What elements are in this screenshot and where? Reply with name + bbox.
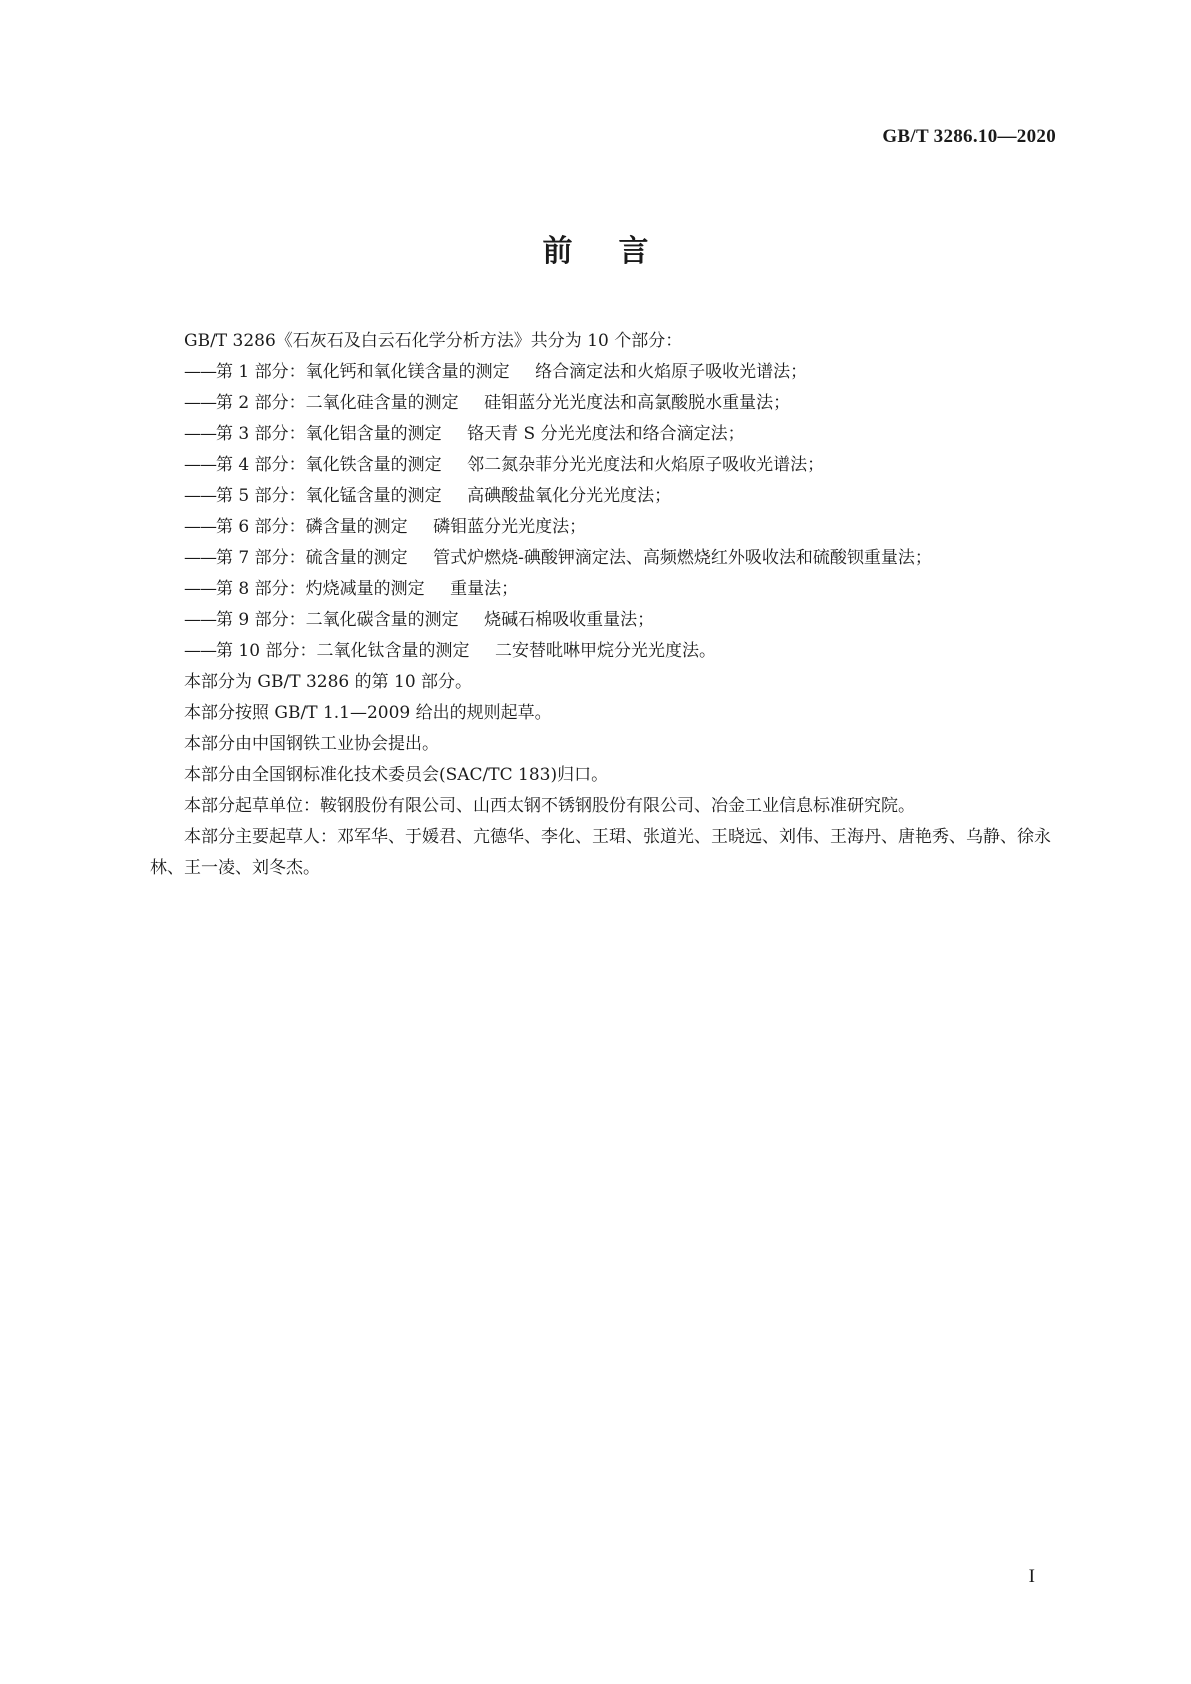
standard-code: GB/T 3286.10—2020 (882, 126, 1056, 147)
managed-by-statement: 本部分由全国钢标准化技术委员会(SAC/TC 183)归口。 (184, 765, 609, 785)
list-item: ——第 1 部分：氧化钙和氧化镁含量的测定 络合滴定法和火焰原子吸收光谱法； (184, 362, 808, 382)
part-of-statement: 本部分为 GB/T 3286 的第 10 部分。 (184, 672, 473, 692)
drafting-units-statement: 本部分起草单位：鞍钢股份有限公司、山西太钢不锈钢股份有限公司、冶金工业信息标准研究院。 (184, 796, 915, 816)
foreword-body (150, 326, 1065, 884)
drafting-rules-statement: 本部分按照 GB/T 1.1—2009 给出的规则起草。 (184, 703, 552, 723)
parts-list (150, 357, 1065, 667)
list-item: ——第 8 部分：灼烧减量的测定 重量法； (184, 579, 519, 599)
list-item: ——第 9 部分：二氧化碳含量的测定 烧碱石棉吸收重量法； (184, 610, 655, 630)
intro-paragraph: GB/T 3286《石灰石及白云石化学分析方法》共分为 10 个部分： (184, 331, 683, 351)
proposed-by-statement: 本部分由中国钢铁工业协会提出。 (184, 734, 439, 754)
list-item: ——第 2 部分：二氧化硅含量的测定 硅钼蓝分光光度法和高氯酸脱水重量法； (184, 393, 791, 413)
page-title: 前言 (542, 234, 695, 269)
list-item: ——第 4 部分：氧化铁含量的测定 邻二氮杂菲分光光度法和火焰原子吸收光谱法； (184, 455, 825, 475)
page-number: I (1028, 1566, 1035, 1587)
list-item: ——第 5 部分：氧化锰含量的测定 高碘酸盐氧化分光光度法； (184, 486, 672, 506)
list-item: ——第 7 部分：硫含量的测定 管式炉燃烧-碘酸钾滴定法、高频燃烧红外吸收法和硫酸钡重量法； (184, 548, 932, 568)
list-item: ——第 6 部分：磷含量的测定 磷钼蓝分光光度法； (184, 517, 587, 537)
list-item: ——第 3 部分：氧化铝含量的测定 铬天青 S 分光光度法和络合滴定法； (184, 424, 745, 444)
drafters-statement: 本部分主要起草人：邓军华、于媛君、亢德华、李化、王珺、张道光、王晓远、刘伟、王海丹、唐艳秀、乌静、徐永林、王一凌、刘冬杰。 (150, 827, 1051, 878)
list-item: ——第 10 部分：二氧化钛含量的测定 二安替吡啉甲烷分光光度法。 (184, 641, 716, 661)
